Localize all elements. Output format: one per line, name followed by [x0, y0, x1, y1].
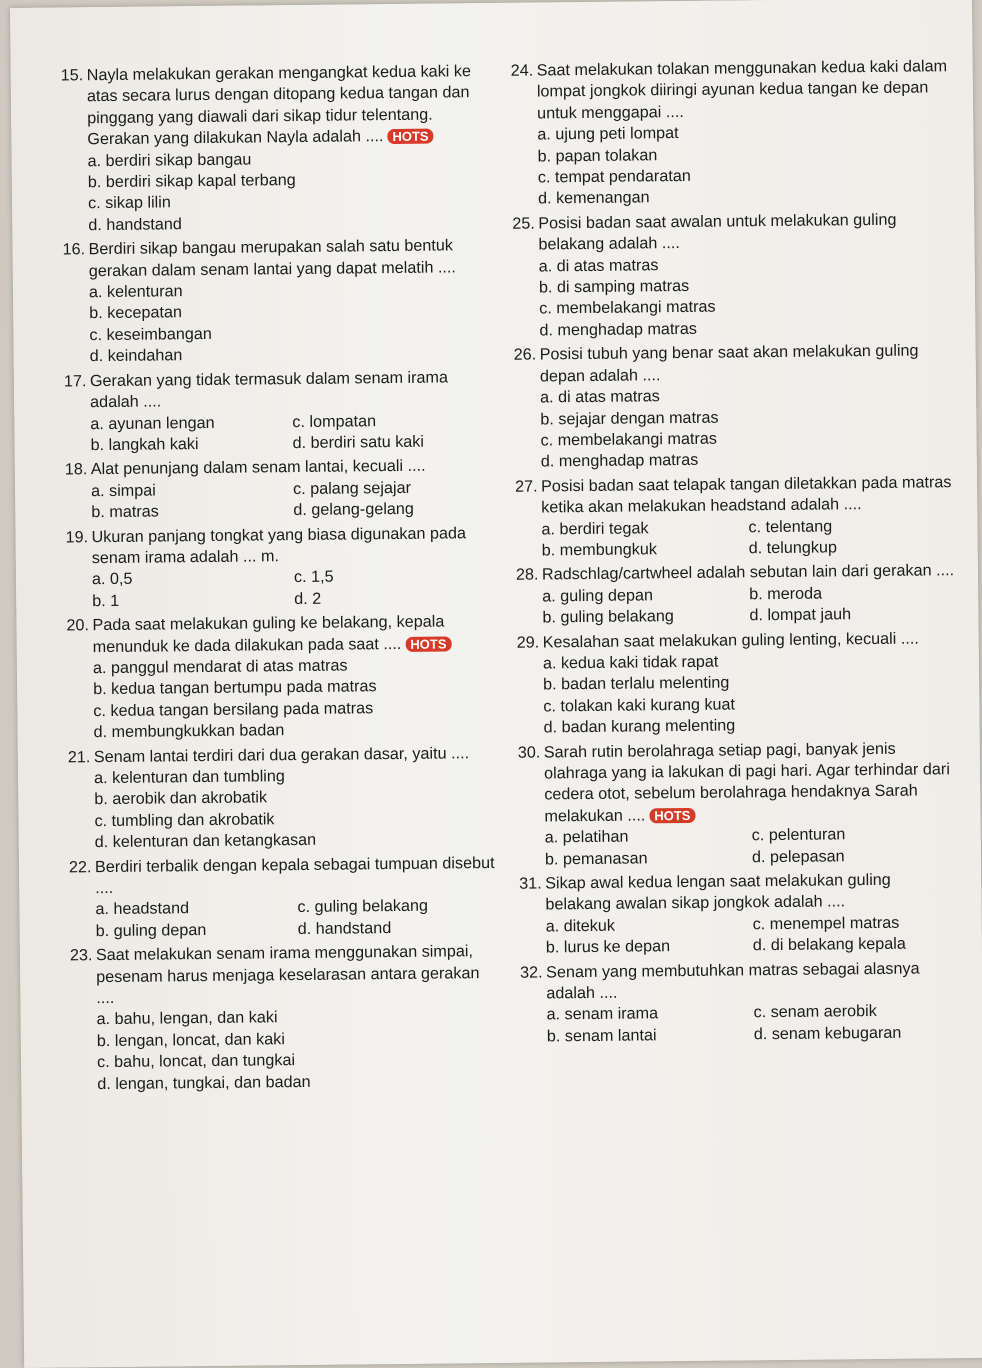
answer-option: d. telungkup — [748, 538, 837, 558]
answer-option: a. di atas matras — [538, 255, 659, 276]
answer-option: d. badan kurang melenting — [543, 716, 736, 737]
question-number: 27. — [514, 477, 538, 496]
answer-option: a. berdiri sikap bangau — [87, 150, 252, 170]
question-number: 18. — [64, 460, 88, 479]
question-stem: Senam yang membutuhkan matras sebagai alasnya adalah .... — [546, 959, 920, 1003]
answer-option: a. berdiri tegak — [541, 518, 649, 538]
answer-option: d. menghadap matras — [539, 319, 697, 340]
question-31 — [519, 869, 960, 959]
question-stem: Posisi badan saat awalan untuk melakukan guling belakang adalah .... — [538, 210, 897, 254]
answer-option: c. telentang — [748, 516, 833, 536]
question-number: 16. — [62, 240, 86, 259]
hots-badge: HOTS — [387, 129, 433, 144]
answer-option: c. tumbling dan akrobatik — [94, 810, 275, 830]
question-stem: Saat melakukan senam irama menggunakan simpai, pesenam harus menjaga keselarasan antara gerakan .... — [95, 942, 480, 1008]
question-21 — [68, 743, 499, 855]
question-stem: Posisi tubuh yang benar saat akan melakukan guling depan adalah .... — [539, 341, 919, 386]
answer-options — [67, 654, 498, 744]
answer-option: b. berdiri sikap kapal terbang — [87, 171, 296, 192]
question-stem: Ukuran panjang tongkat yang biasa digunakan pada senam irama adalah ... m. — [91, 523, 467, 568]
answer-option: b. badan terlalu melenting — [543, 673, 730, 694]
answer-options — [517, 649, 958, 739]
answer-option: a. di atas matras — [540, 387, 660, 407]
question-stem: Sarah rutin berolahraga setiap pagi, banyak jenis olahraga yang ia lakukan di pagi hari. Agar terhindar dari cedera otot, sebelum berolahraga hendaknya Sarah melakukan .... HOTS — [543, 739, 950, 826]
answer-options — [520, 912, 960, 959]
answer-option: c. menempel matras — [752, 913, 900, 934]
answer-options — [66, 565, 496, 612]
question-stem: Radschlag/cartwheel adalah sebutan lain dari gerakan .... — [541, 561, 955, 584]
question-number: 25. — [512, 214, 535, 233]
question-number: 32. — [520, 963, 543, 982]
answer-options — [520, 1001, 960, 1048]
answer-option: c. pelenturan — [751, 825, 846, 845]
answer-option: b. pemanasan — [544, 848, 648, 869]
answer-option: c. palang sejajar — [292, 478, 412, 498]
answer-option: a. pelatihan — [544, 827, 629, 847]
question-22 — [69, 853, 500, 943]
answer-option: d. senam kebugaran — [753, 1023, 902, 1044]
question-stem: Gerakan yang tidak termasuk dalam senam irama adalah .... — [89, 368, 449, 412]
question-number: 23. — [69, 946, 93, 965]
question-number: 17. — [63, 371, 87, 391]
answer-option: c. bahu, loncat, dan tungkai — [96, 1051, 296, 1072]
answer-option: a. 0,5 — [91, 570, 133, 589]
answer-option: c. 1,5 — [293, 567, 334, 587]
left-column — [61, 61, 502, 1099]
answer-option: a. senam irama — [546, 1004, 659, 1024]
answer-option: b. langkah kaki — [90, 434, 199, 455]
question-number: 19. — [65, 527, 89, 546]
answer-option: c. tolakan kaki kurang kuat — [543, 695, 736, 716]
question-18 — [65, 455, 496, 524]
question-32 — [520, 958, 961, 1048]
answer-option: d. gelang-gelang — [293, 499, 414, 520]
question-stem: Posisi badan saat telapak tangan diletakkan pada matras ketika akan melakukan headstand adalah .... — [540, 472, 952, 517]
question-stem: Alat penunjang dalam senam lantai, kecuali .... — [90, 456, 426, 479]
answer-options — [64, 409, 494, 456]
answer-option: c. keseimbangan — [89, 324, 212, 345]
answer-option: d. lompat jauh — [749, 605, 852, 625]
question-27 — [515, 472, 956, 562]
answer-option: d. 2 — [294, 589, 322, 608]
answer-option: c. kedua tangan bersilang pada matras — [93, 699, 374, 720]
question-number: 24. — [510, 61, 534, 80]
question-stem: Berdiri sikap bangau merupakan salah satu bentuk gerakan dalam senam lantai yang dapat melatih .... — [88, 236, 456, 280]
answer-option: c. guling belakang — [297, 897, 429, 917]
answer-option: d. kelenturan dan ketangkasan — [94, 831, 317, 852]
answer-options — [63, 278, 494, 368]
answer-option: d. menghadap matras — [540, 451, 699, 471]
answer-options — [62, 147, 493, 237]
answer-option: b. lurus ke depan — [545, 937, 671, 957]
answer-option: d. handstand — [297, 918, 392, 938]
answer-option: d. keindahan — [89, 346, 183, 366]
question-number: 29. — [516, 633, 540, 652]
question-number: 15. — [60, 66, 84, 85]
answer-option: b. lengan, loncat, dan kaki — [96, 1030, 286, 1051]
question-29 — [517, 628, 958, 740]
answer-option: b. membungkuk — [541, 540, 657, 560]
answer-option: c. senam aerobik — [753, 1002, 877, 1022]
hots-badge: HOTS — [405, 636, 451, 651]
answer-options — [69, 895, 499, 942]
answer-option: b. aerobik dan akrobatik — [94, 788, 268, 809]
question-number: 30. — [517, 743, 541, 762]
question-number: 20. — [66, 616, 90, 635]
answer-option: a. simpai — [90, 481, 156, 500]
answer-option: a. kedua kaki tidak rapat — [542, 652, 719, 673]
answer-option: a. ujung peti lompat — [537, 124, 679, 144]
answer-option: b. meroda — [749, 584, 823, 604]
answer-options — [516, 582, 956, 629]
question-16 — [62, 235, 493, 368]
answer-option: c. tempat pendaratan — [537, 166, 691, 187]
answer-option: d. di belakang kepala — [752, 934, 906, 955]
answer-option: a. panggul mendarat di atas matras — [92, 656, 348, 678]
answer-option: d. membungkukkan badan — [93, 721, 285, 742]
question-23 — [70, 941, 502, 1095]
answer-option: b. 1 — [92, 591, 120, 610]
answer-option: c. membelakangi matras — [539, 298, 716, 318]
answer-option: d. handstand — [88, 215, 182, 235]
answer-options — [511, 120, 952, 210]
answer-option: c. sikap lilin — [87, 193, 171, 213]
answer-option: a. headstand — [95, 899, 190, 919]
hots-badge: HOTS — [649, 808, 695, 823]
answer-option: b. guling depan — [95, 920, 207, 940]
question-24 — [511, 56, 953, 210]
answer-option: a. ayunan lengan — [90, 413, 215, 433]
answer-options — [513, 252, 954, 342]
question-26 — [514, 340, 955, 473]
question-number: 21. — [67, 747, 91, 767]
right-column — [511, 56, 961, 1051]
worksheet-page — [10, 0, 982, 1368]
question-stem: Kesalahan saat melakukan guling lenting, kecuali .... — [542, 629, 919, 652]
question-15 — [61, 61, 493, 237]
question-stem: Saat melakukan tolakan menggunakan kedua kaki dalam lompat jongkok diiringi ayunan kedua tangan ke depan untuk menggapai .... — [536, 57, 948, 123]
answer-option: a. bahu, lengan, dan kaki — [96, 1008, 278, 1029]
answer-option: a. guling depan — [542, 586, 653, 606]
answer-option: a. ditekuk — [545, 916, 616, 936]
question-stem: Nayla melakukan gerakan mengangkat kedua kaki ke atas secara lurus dengan ditopang kedua tangan dan pinggang yang diawali dari sikap tidur telentang. Gerakan yang dilakukan Nayla adalah .... HOTS — [86, 62, 472, 149]
answer-option: d. pelepasan — [751, 846, 845, 866]
answer-options — [519, 823, 959, 870]
question-stem: Berdiri terbalik dengan kepala sebagai tumpuan disebut .... — [94, 853, 495, 898]
answer-option: d. kemenangan — [537, 188, 650, 208]
answer-option: b. kedua tangan bertumpu pada matras — [93, 677, 377, 699]
answer-option: c. lompatan — [292, 411, 377, 431]
question-stem: Senam lantai terdiri dari dua gerakan dasar, yaitu .... — [93, 743, 470, 766]
answer-options — [514, 383, 955, 473]
answer-option: b. kecepatan — [89, 303, 182, 323]
answer-options — [515, 515, 955, 562]
question-19 — [65, 522, 496, 612]
answer-option: d. berdiri satu kaki — [292, 432, 425, 452]
question-stem: Pada saat melakukan guling ke belakang, kepala menunduk ke dada dilakukan pada saat .... HOTS — [92, 611, 496, 658]
answer-option: b. di samping matras — [538, 276, 690, 297]
question-28 — [516, 560, 957, 629]
answer-option: b. matras — [91, 502, 159, 522]
answer-option: b. guling belakang — [542, 607, 674, 627]
question-17 — [64, 367, 495, 457]
question-number: 22. — [68, 857, 92, 877]
question-number: 28. — [515, 565, 539, 585]
question-25 — [512, 209, 953, 342]
answer-options — [65, 477, 495, 524]
answer-option: b. sejajar dengan matras — [540, 408, 719, 428]
answer-options — [68, 764, 499, 854]
question-number: 26. — [513, 345, 537, 365]
answer-option: d. lengan, tungkai, dan badan — [97, 1072, 311, 1093]
answer-option: b. senam lantai — [546, 1026, 657, 1046]
question-stem: Sikap awal kedua lengan saat melakukan guling belakang awalan sikap jongkok adalah .... — [545, 870, 891, 914]
answer-option: c. membelakangi matras — [540, 429, 717, 450]
answer-options — [70, 1005, 501, 1095]
question-30 — [518, 738, 959, 871]
question-20 — [66, 611, 497, 744]
answer-option: a. kelenturan — [88, 282, 183, 302]
answer-option: a. kelenturan dan tumbling — [93, 767, 285, 788]
question-number: 31. — [519, 874, 542, 893]
answer-option: b. papan tolakan — [537, 145, 658, 166]
